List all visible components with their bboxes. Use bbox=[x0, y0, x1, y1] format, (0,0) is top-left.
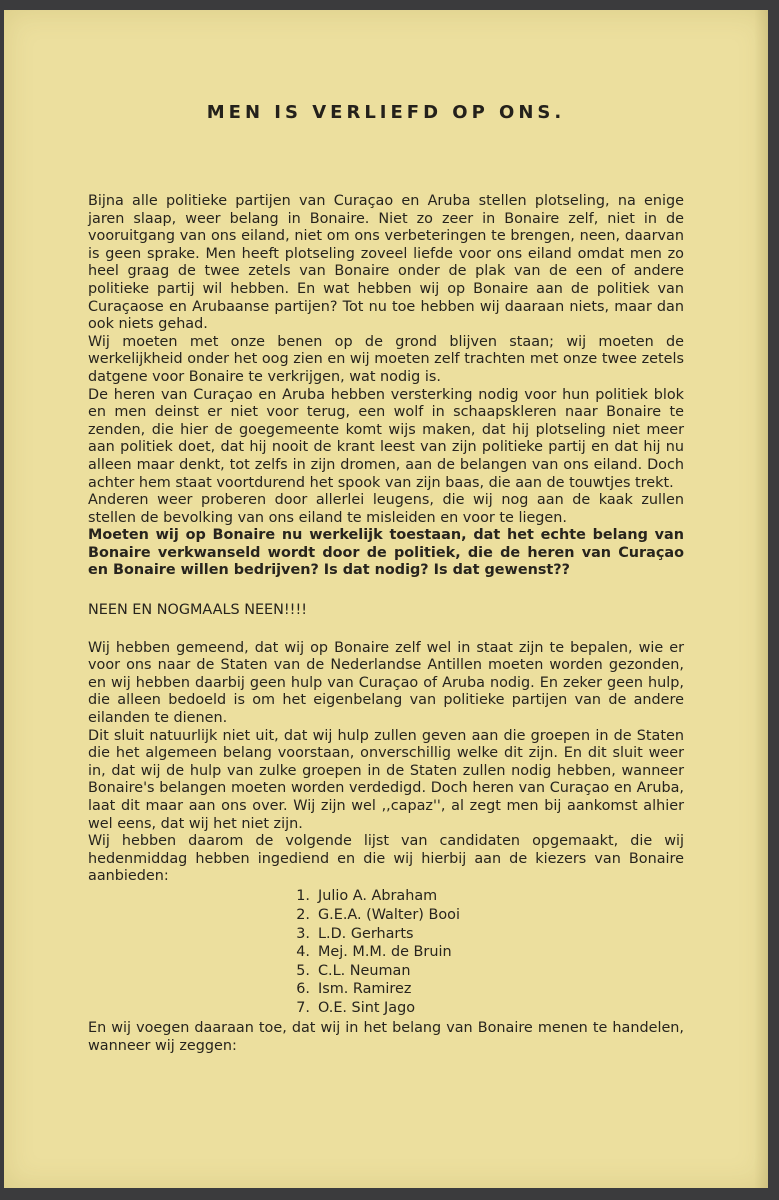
candidate-name: Julio A. Abraham bbox=[318, 888, 438, 905]
paragraph-ground: Wij moeten met onze benen op de grond blijven staan; wij moeten de werkelijkheid onder het oog zien en wij moeten zelf trachten met onze twee zetels datgene voor Bonaire te verkrijgen, wat nodig is. bbox=[88, 333, 684, 385]
paragraph-gentlemen: De heren van Curaçao en Aruba hebben versterking nodig voor hun politiek blok en men deinst er niet voor terug, een wolf in schaapskleren naar Bonaire te zenden, die hier de goegemeente komt wijs maken, dat hij plotseling niet meer aan politiek doet, dat hij nooit de krant leest van zijn politieke partij en dat hij nu alleen maar denkt, tot zelfs in zijn dromen, aan de belangen van ons eiland. Doch achter hem staat voortdurend het spook van zijn baas, die aan de touwtjes trekt. bbox=[88, 386, 684, 491]
paragraph-lies: Anderen weer proberen door allerlei leugens, die wij nog aan de kaak zullen stellen de bevolking van ons eiland te misleiden en voor te liegen. bbox=[88, 492, 684, 526]
document-page bbox=[4, 10, 768, 1188]
candidate-name: Mej. M.M. de Bruin bbox=[318, 944, 452, 961]
list-item: 3. L.D. Gerharts bbox=[296, 925, 414, 942]
candidate-name: L.D. Gerharts bbox=[318, 925, 414, 942]
document-body bbox=[88, 193, 684, 1055]
list-item: 2. G.E.A. (Walter) Booi bbox=[296, 907, 460, 924]
candidate-name: O.E. Sint Jago bbox=[318, 1000, 416, 1017]
list-item: 4. Mej. M.M. de Bruin bbox=[296, 944, 452, 961]
candidate-list bbox=[288, 888, 684, 1018]
paragraph-decide: Wij hebben gemeend, dat wij op Bonaire zelf wel in staat zijn te bepalen, wie er voor ons naar de Staten van de Nederlandse Antillen moeten worden gezonden, en wij hebben daarbij geen hulp van Curaçao of Aruba nodig. En zeker geen hulp, die alleen bedoeld is om het eigenbelang van politieke partijen van de andere eilanden te dienen. bbox=[88, 639, 684, 727]
candidate-name: C.L. Neuman bbox=[318, 962, 411, 979]
page-title: MEN IS VERLIEFD OP ONS. bbox=[206, 102, 566, 123]
paragraph-list-intro: Wij hebben daarom de volgende lijst van candidaten opgemaakt, die wij hedenmiddag hebben ingediend en die wij hierbij aan de kiezers van Bonaire aanbieden: bbox=[88, 833, 684, 885]
section-heading-neen: NEEN EN NOGMAALS NEEN!!!! bbox=[88, 602, 307, 619]
list-item: 1. Julio A. Abraham bbox=[296, 888, 438, 905]
paragraph-question: Moeten wij op Bonaire nu werkelijk toestaan, dat het echte belang van Bonaire verkwanseld wordt door de politiek, die de heren van Curaçao en Bonaire willen bedrijven? Is dat nodig? Is dat gewenst?? bbox=[88, 527, 684, 579]
paragraph-closing: En wij voegen daaraan toe, dat wij in het belang van Bonaire menen te handelen, wanneer wij zeggen: bbox=[88, 1020, 684, 1054]
list-item: 6. Ism. Ramirez bbox=[296, 981, 412, 998]
list-item: 5. C.L. Neuman bbox=[296, 962, 411, 979]
candidate-name: Ism. Ramirez bbox=[318, 981, 412, 998]
paragraph-help: Dit sluit natuurlijk niet uit, dat wij hulp zullen geven aan die groepen in de Staten die het algemeen belang voorstaan, onverschillig welke dit zijn. En dit sluit weer in, dat wij de hulp van zulke groepen in de Staten zullen nodig hebben, wanneer Bonaire's belangen moeten worden verdedigd. Doch heren van Curaçao en Aruba, laat dit maar aan ons over. Wij zijn wel ,,capaz'', al zegt men bij aankomst alhier wel eens, dat wij het niet zijn. bbox=[88, 727, 684, 832]
paragraph-intro: Bijna alle politieke partijen van Curaçao en Aruba stellen plotseling, na enige jaren slaap, weer belang in Bonaire. Niet zo zeer in Bonaire zelf, niet in de vooruitgang van ons eiland, niet om ons verbeteringen te brengen, neen, daarvan is geen sprake. Men heeft plotseling zoveel liefde voor ons eiland omdat men zo heel graag de twee zetels van Bonaire onder de plak van de een of andere politieke partij wil hebben. En wat hebben wij op Bonaire aan de politiek van Curaçaose en Arubaanse partijen? Tot nu toe hebben wij daaraan niets, maar dan ook niets gehad. bbox=[88, 193, 684, 333]
list-item: 7. O.E. Sint Jago bbox=[296, 1000, 416, 1017]
candidate-name: G.E.A. (Walter) Booi bbox=[318, 907, 460, 924]
